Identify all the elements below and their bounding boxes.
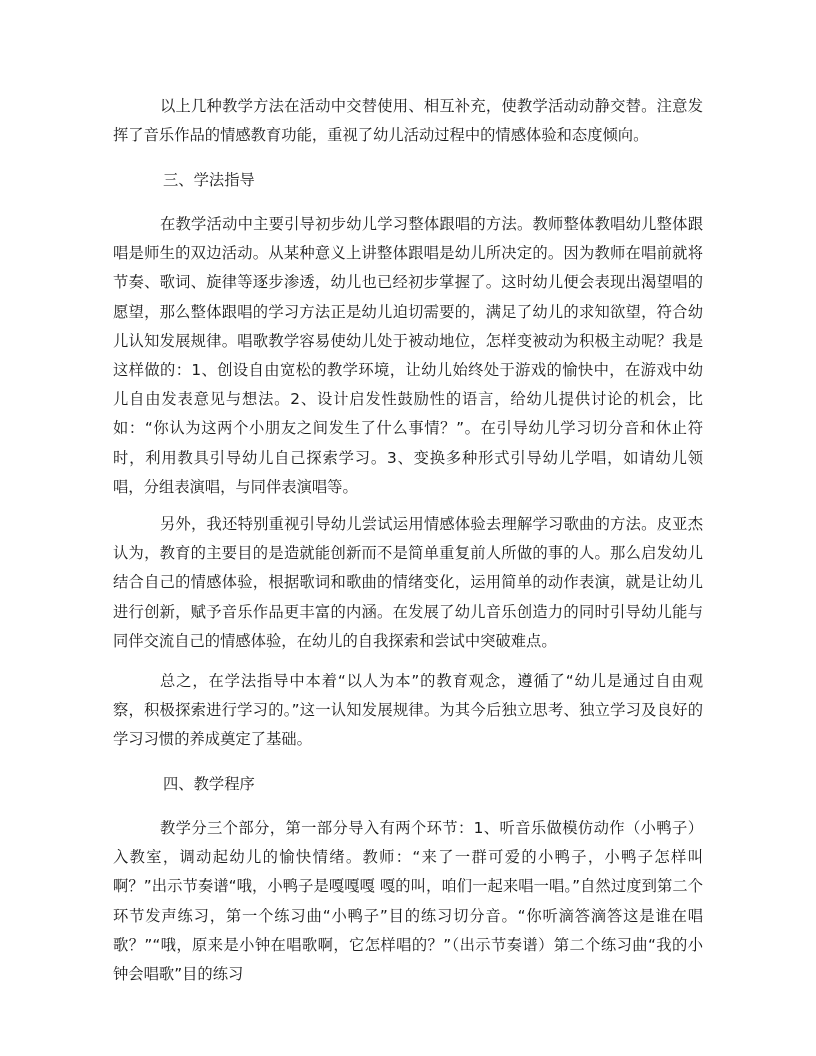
paragraph-emotional-experience: 另外，我还特别重视引导幼儿尝试运用情感体验去理解学习歌曲的方法。皮亚杰认为，教育的主要目的是造就能创新而不是简单重复前人所做的事的人。那么启发幼儿结合自己的情感体验，根据歌词和歌曲的情绪变化，运用简单的动作表演，就是让幼儿进行创新，赋予音乐作品更丰富的内涵。在发展了幼儿音乐创造力的同时引导幼儿能与同伴交流自己的情感体验，在幼儿的自我探索和尝试中突破难点。 (113, 515, 703, 650)
paragraph-teaching-procedure: 教学分三个部分，第一部分导入有两个环节：1、听音乐做模仿动作（小鸭子）入教室，调动起幼儿的愉快情绪。教师：“来了一群可爱的小鸭子，小鸭子怎样叫啊？”出示节奏谱“哦，小鸭子是嘎嘎嘎 嘎的叫，咱们一起来唱一唱。”自然过度到第二个环节发声练习，第一个练习曲“小鸭子”目的练习切分音。“你听滴答滴答这是谁在唱歌？”“哦，原来是小钟在唱歌啊，它怎样唱的？”（出示节奏谱）第二个练习曲“我的小钟会唱歌”目的练习 (113, 819, 703, 984)
paragraph-conclusion: 总之，在学法指导中本着“以人为本”的教育观念，遵循了“幼儿是通过自由观察，积极探索进行学习的。”这一认知发展规律。为其今后独立思考、独立学习及良好的学习习惯的养成奠定了基础。 (113, 672, 703, 749)
section-heading-teaching-procedure: 四、教学程序 (163, 775, 255, 793)
section-heading-learning-guidance: 三、学法指导 (163, 171, 255, 189)
paragraph-whole-follow-singing: 在教学活动中主要引导初步幼儿学习整体跟唱的方法。教师整体教唱幼儿整体跟唱是师生的双边活动。从某种意义上讲整体跟唱是幼儿所决定的。因为教师在唱前就将节奏、歌词、旋律等逐步渗透，幼儿也已经初步掌握了。这时幼儿便会表现出渴望唱的愿望，那么整体跟唱的学习方法正是幼儿迫切需要的，满足了幼儿的求知欲望，符合幼儿认知发展规律。唱歌教学容易使幼儿处于被动地位，怎样变被动为积极主动呢？我是这样做的：1、创设自由宽松的教学环境，让幼儿始终处于游戏的愉快中，在游戏中幼儿自由发表意见与想法。2、设计启发性鼓励性的语言，给幼儿提供讨论的机会，比如：“你认为这两个小朋友之间发生了什么事情？”。在引导幼儿学习切分音和休止符时，利用教具引导幼儿自己探索学习。3、变换多种形式引导幼儿学唱，如请幼儿领唱，分组表演唱，与同伴表演唱等。 (113, 215, 703, 496)
paragraph-teaching-methods-summary: 以上几种教学方法在活动中交替使用、相互补充，使教学活动动静交替。注意发挥了音乐作品的情感教育功能，重视了幼儿活动过程中的情感体验和态度倾向。 (113, 97, 703, 145)
